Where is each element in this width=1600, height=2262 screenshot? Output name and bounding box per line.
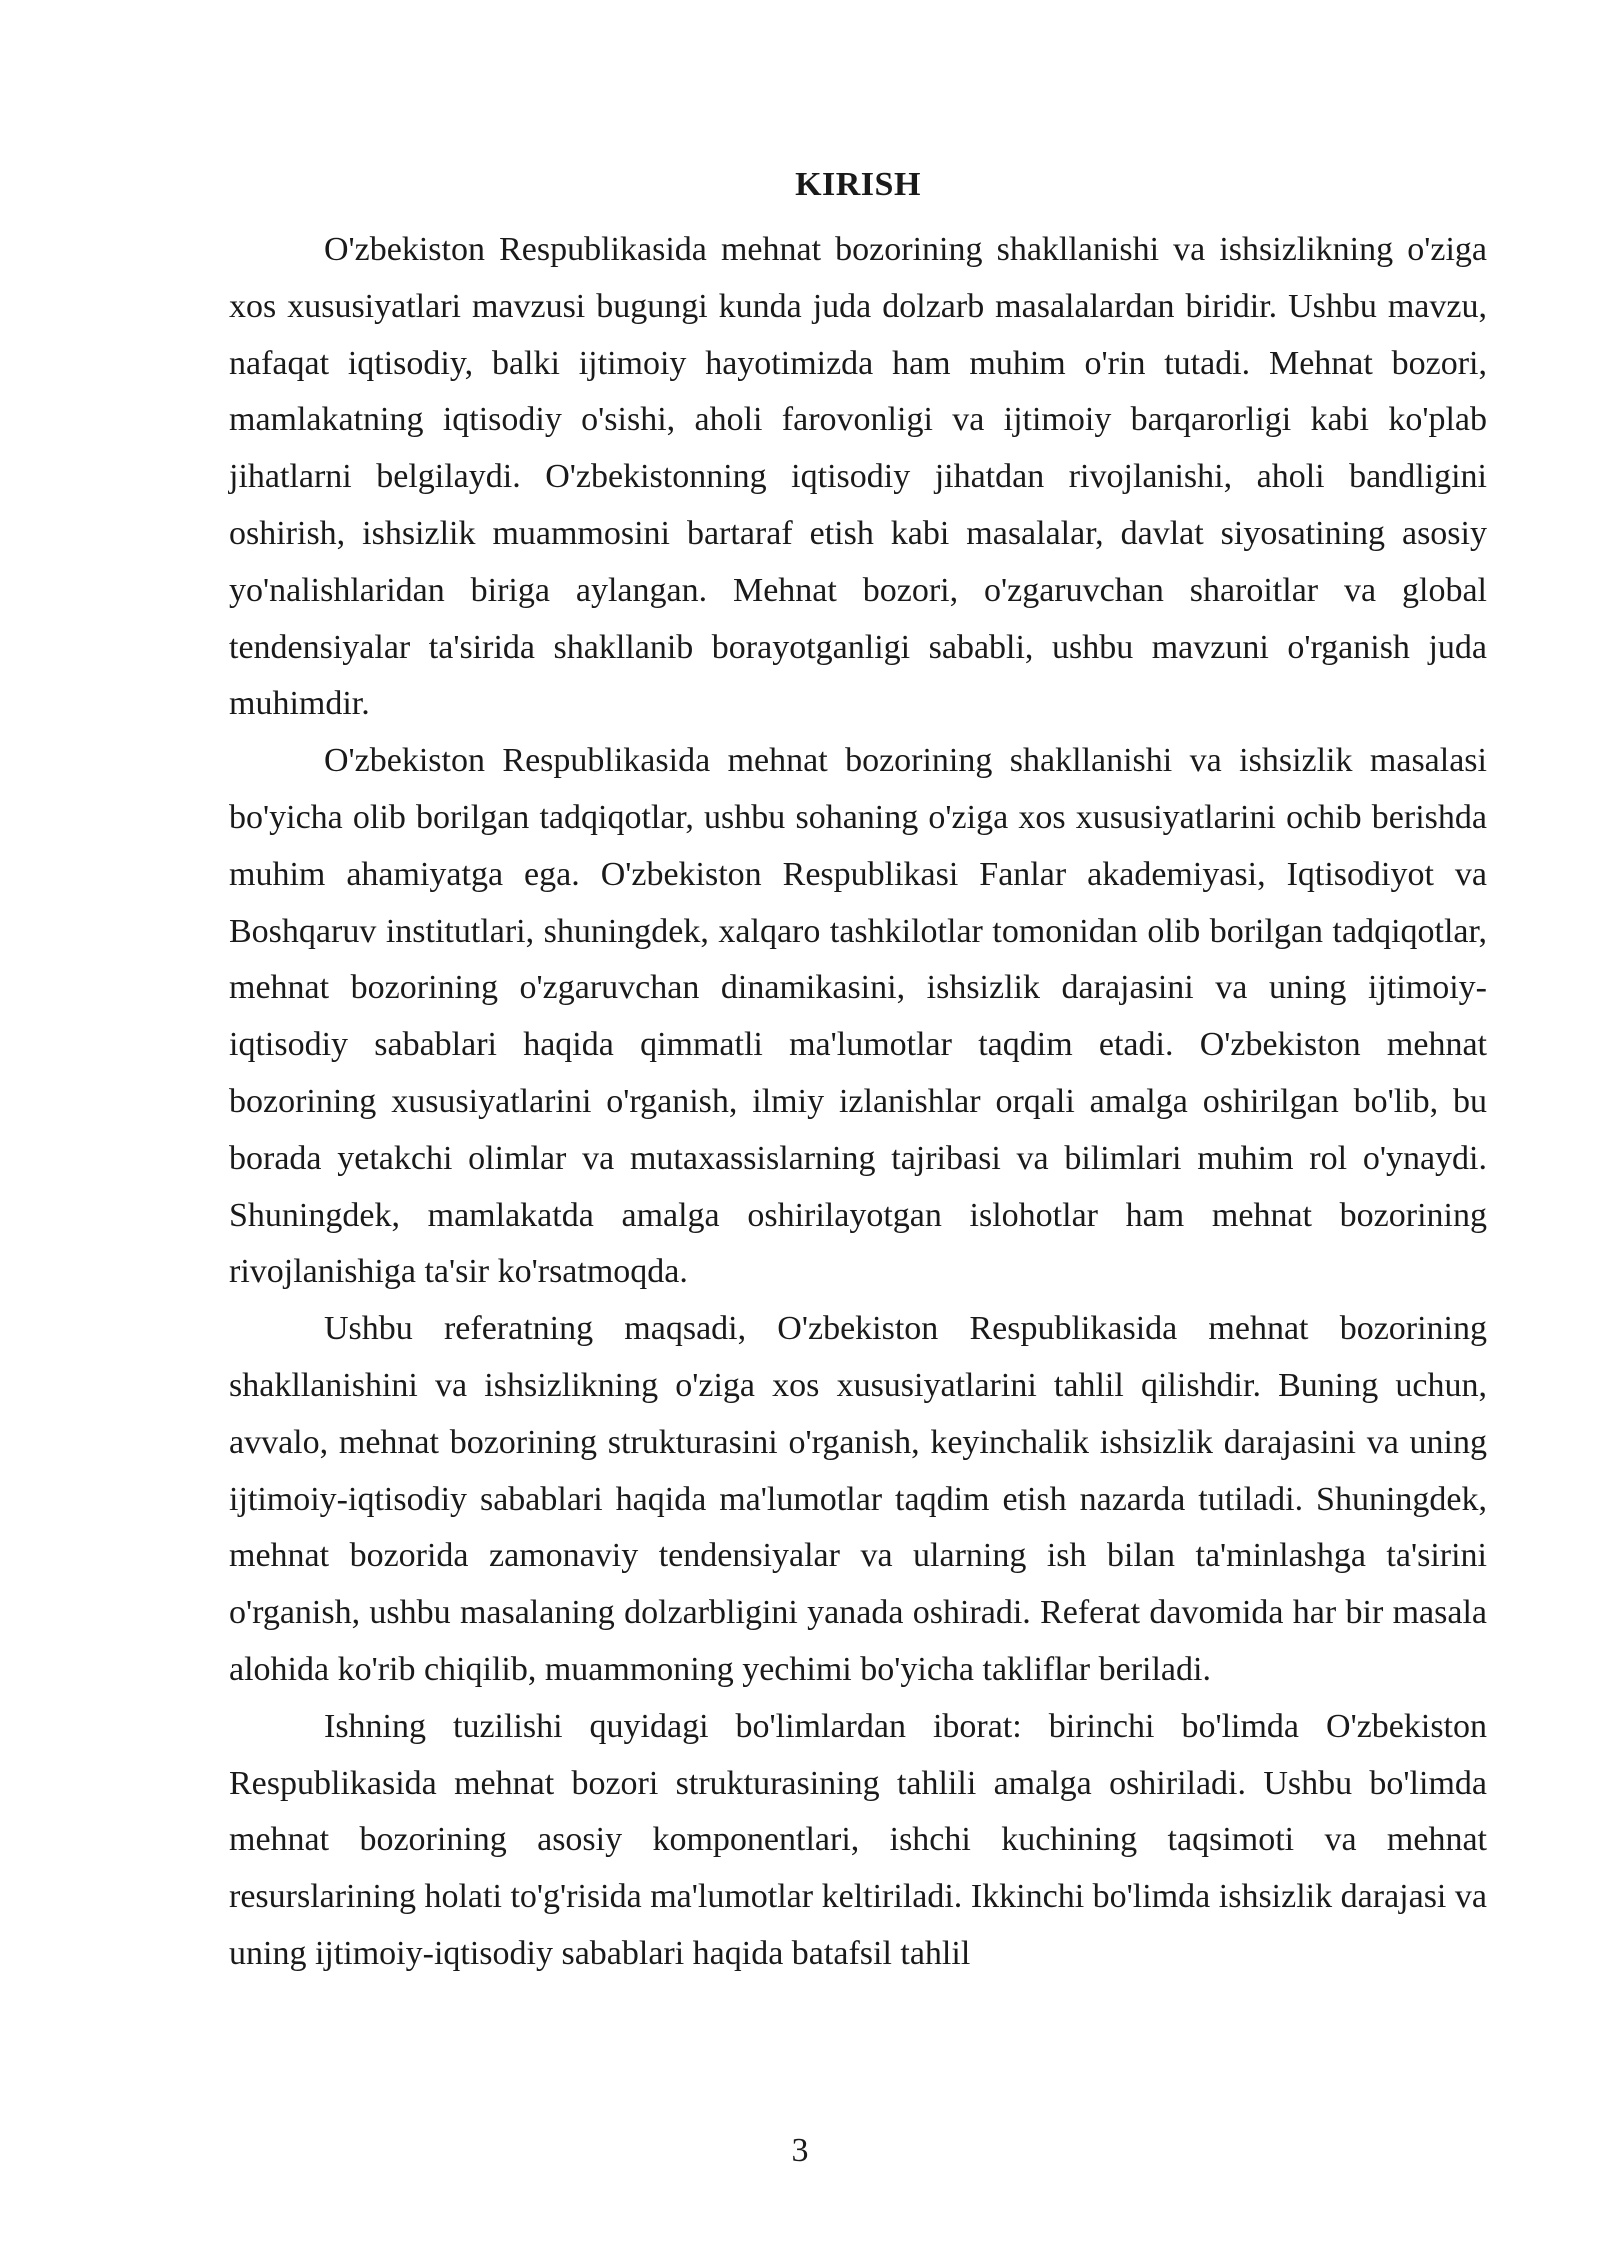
paragraph-goal: Ushbu referatning maqsadi, O'zbekiston Respublikasida mehnat bozorining shakllanishini va ishsizlikning o'ziga xos xususiyatlarini tahlil qilishdir. Buning uchun, avvalo, mehnat bozorining strukturasini o'rganish, keyinchalik ishsizlik darajasini va uning ijtimoiy-iqtisodiy sabablari haqida ma'lumotlar taqdim etish nazarda tutiladi. Shuningdek, mehnat bozorida zamonaviy tendensiyalar va ularning ish bilan ta'minlashga ta'sirini o'rganish, ushbu masalaning dolzarbligini yanada oshiradi. Referat davomida har bir masala alohida ko'rib chiqilib, muammoning yechimi bo'yicha takliflar beriladi. — [229, 1310, 1487, 1688]
paragraph-intro: O'zbekiston Respublikasida mehnat bozorining shakllanishi va ishsizlikning o'ziga xos xususiyatlari mavzusi bugungi kunda juda dolzarb masalalardan biridir. Ushbu mavzu, nafaqat iqtisodiy, balki ijtimoiy hayotimizda ham muhim o'rin tutadi. Mehnat bozori, mamlakatning iqtisodiy o'sishi, aholi farovonligi va ijtimoiy barqarorligi kabi ko'plab jihatlarni belgilaydi. O'zbekistonning iqtisodiy jihatdan rivojlanishi, aholi bandligini oshirish, ishsizlik muammosini bartaraf etish kabi masalalar, davlat siyosatining asosiy yo'nalishlaridan biriga aylangan. Mehnat bozori, o'zgaruvchan sharoitlar va global tendensiyalar ta'sirida shakllanib borayotganligi sababli, ushbu mavzuni o'rganish juda muhimdir. — [229, 231, 1487, 723]
page-number: 3 — [791, 2132, 809, 2169]
paragraph-structure: Ishning tuzilishi quyidagi bo'limlardan iborat: birinchi bo'limda O'zbekiston Respublikasida mehnat bozori strukturasining tahlili amalga oshiriladi. Ushbu bo'limda mehnat bozorining asosiy komponentlari, ishchi kuchining taqsimoti va mehnat resurslarining holati to'g'risida ma'lumotlar keltiriladi. Ikkinchi bo'limda ishsizlik darajasi va uning ijtimoiy-iqtisodiy sabablari haqida batafsil tahlil — [229, 1707, 1487, 1972]
paragraph-research: O'zbekiston Respublikasida mehnat bozorining shakllanishi va ishsizlik masalasi bo'yicha olib borilgan tadqiqotlar, ushbu sohaning o'ziga xos xususiyatlarini ochib berishda muhim ahamiyatga ega. O'zbekiston Respublikasi Fanlar akademiyasi, Iqtisodiyot va Boshqaruv institutlari, shuningdek, xalqaro tashkilotlar tomonidan olib borilgan tadqiqotlar, mehnat bozorining o'zgaruvchan dinamikasini, ishsizlik darajasini va uning ijtimoiy-iqtisodiy sabablari haqida qimmatli ma'lumotlar taqdim etadi. O'zbekiston mehnat bozorining xususiyatlarini o'rganish, ilmiy izlanishlar orqali amalga oshirilgan bo'lib, bu borada yetakchi olimlar va mutaxassislarning tajribasi va bilimlari muhim rol o'ynaydi. Shuningdek, mamlakatda amalga oshirilayotgan islohotlar ham mehnat bozorining rivojlanishiga ta'sir ko'rsatmoqda. — [229, 742, 1487, 1291]
page-content — [229, 160, 1487, 1983]
section-title: KIRISH — [795, 166, 921, 203]
